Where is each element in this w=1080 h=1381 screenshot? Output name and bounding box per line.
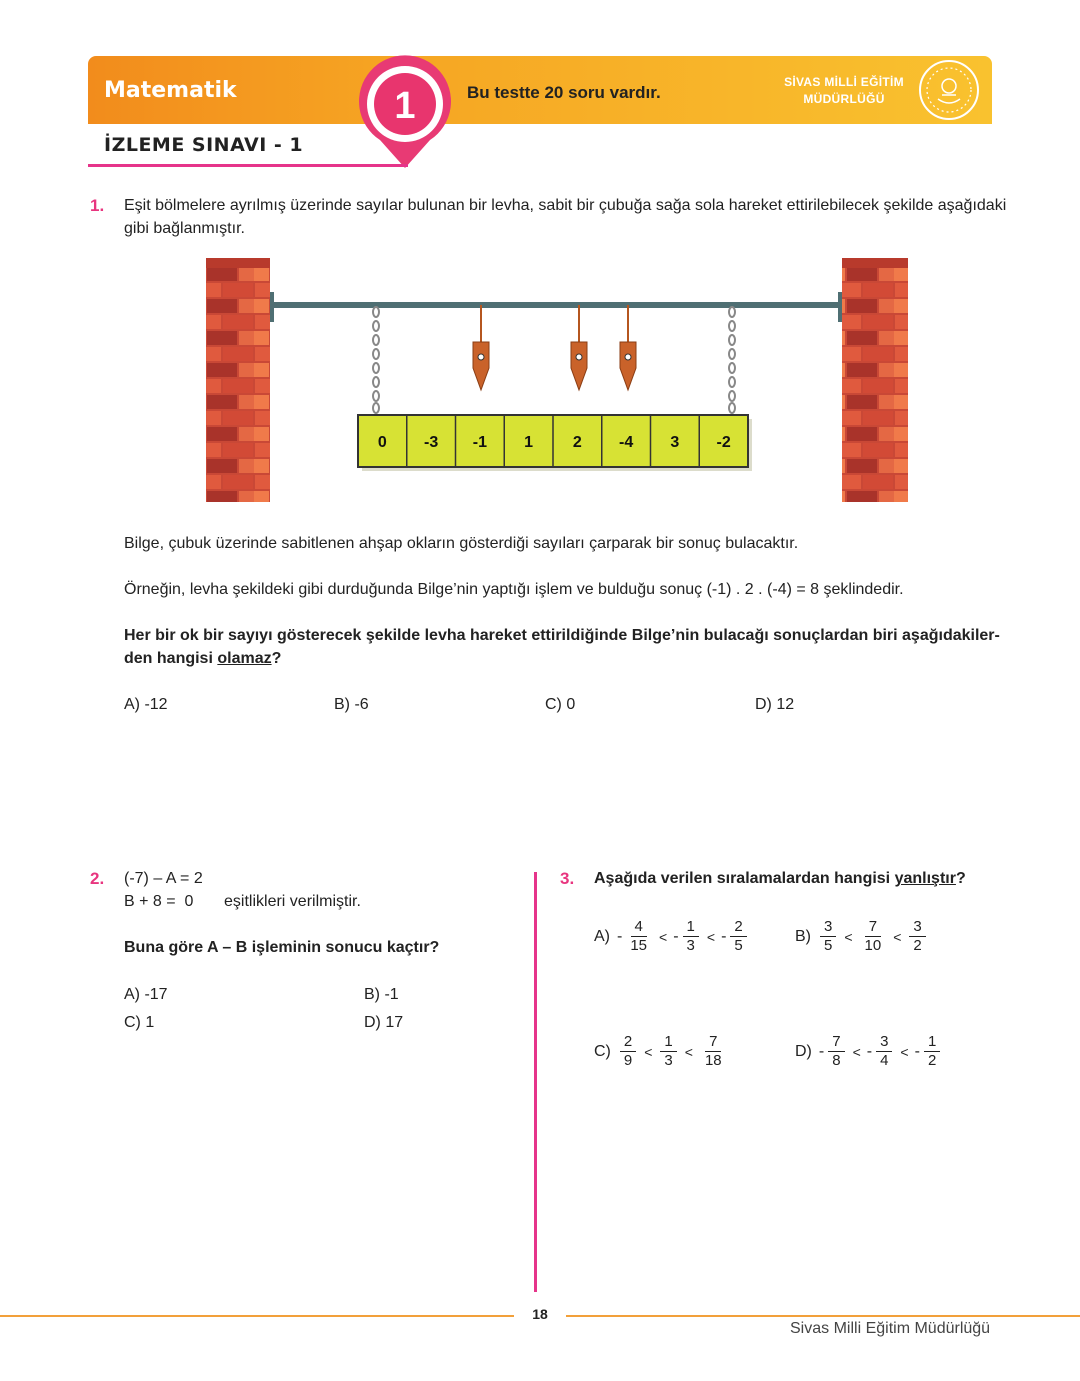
q1-question-line-1: Her bir ok bir sayıyı gösterecek şekilde levha hareket ettirildiğinde Bilge’nin bulacağı sonuçlardan biri aşağıdakiler- — [124, 627, 1000, 644]
board-cell-value: -1 — [472, 434, 487, 451]
denominator: 2 — [913, 937, 922, 954]
q2-option-d[interactable]: D) 17 — [364, 1014, 404, 1031]
ministry-seal-icon — [918, 59, 980, 121]
minus-sign: - — [914, 1042, 920, 1060]
ministry-line-2: MÜDÜRLÜĞÜ — [803, 92, 885, 106]
fraction — [828, 1033, 844, 1070]
numerator: 7 — [828, 1033, 844, 1052]
minus-sign: - — [866, 1042, 873, 1060]
denominator: 9 — [623, 1052, 633, 1069]
numerator: 1 — [683, 918, 699, 937]
numerator: 7 — [705, 1033, 721, 1052]
fraction — [909, 918, 925, 955]
q1-intro-line-1: Eşit bölmelere ayrılmış üzerinde sayılar bulunan bir levha, sabit bir çubuğa sağa sola hareket ettirilebilecek şekilde aşağıdaki — [124, 197, 1007, 214]
board-cell-value: -2 — [716, 434, 731, 451]
footer-line-right — [566, 1315, 1080, 1317]
q1-question-line-2 — [124, 647, 281, 670]
q1-question-post: ? — [271, 650, 282, 667]
title-underline — [88, 164, 408, 167]
q2-option-a[interactable]: A) -17 — [124, 986, 168, 1003]
q3-option-c-label: C) — [594, 1042, 611, 1060]
denominator: 5 — [734, 937, 743, 954]
fraction — [620, 1033, 636, 1070]
less-than-sign: < — [852, 1043, 861, 1060]
q2-equation-1: (-7) – A = 2 — [124, 870, 203, 887]
q1-text-1: Bilge, çubuk üzerinde sabitlenen ahşap okların gösterdiği sayıları çarparak bir sonuç bulacaktır. — [124, 535, 799, 552]
minus-sign: - — [721, 927, 727, 945]
q2-equation-note: eşitlikleri verilmiştir. — [224, 893, 361, 910]
board-cell-value: 3 — [670, 434, 680, 451]
question-2-number: 2. — [90, 869, 105, 888]
fraction — [861, 918, 886, 955]
denominator: 10 — [864, 937, 882, 954]
q1-intro-line-2: gibi bağlanmıştır. — [124, 220, 245, 237]
denominator: 2 — [927, 1052, 937, 1069]
footer-line-left — [0, 1315, 514, 1317]
denominator: 15 — [630, 937, 648, 954]
fraction — [924, 1033, 940, 1070]
hanging-board-figure — [190, 250, 920, 510]
q3-option-d[interactable] — [795, 1033, 943, 1070]
denominator: 18 — [704, 1052, 722, 1069]
q2-equation-2: B + 8 = 0 — [124, 893, 194, 910]
question-3-number: 3. — [560, 869, 575, 888]
page-number: 18 — [532, 1306, 548, 1322]
q3-question-post: ? — [955, 870, 966, 887]
numerator: 1 — [924, 1033, 940, 1052]
denominator: 3 — [664, 1052, 673, 1069]
wooden-arrow-2 — [571, 305, 587, 390]
ministry-name — [776, 74, 912, 108]
minus-sign: - — [617, 927, 623, 945]
fraction — [701, 1033, 726, 1070]
q1-question-underlined: olamaz — [217, 650, 272, 667]
footer-publisher: Sivas Milli Eğitim Müdürlüğü — [790, 1320, 991, 1337]
denominator: 5 — [824, 937, 833, 954]
q1-question-pre: den hangisi — [124, 650, 218, 667]
ministry-line-1: SİVAS MİLLİ EĞİTİM — [784, 75, 904, 89]
fraction — [876, 1033, 892, 1070]
fraction — [730, 918, 746, 955]
test-number-badge — [354, 52, 456, 172]
numerator: 2 — [730, 918, 746, 937]
fraction — [820, 918, 836, 955]
less-than-sign: < — [659, 928, 668, 945]
left-brick-wall — [206, 258, 270, 502]
numerator: 3 — [909, 918, 925, 937]
denominator: 3 — [686, 937, 695, 954]
fraction — [626, 918, 651, 955]
q3-question — [594, 867, 966, 890]
exam-title: İZLEME SINAVI - 1 — [104, 134, 304, 156]
right-chain — [729, 307, 735, 413]
minus-sign: - — [818, 1042, 825, 1060]
fraction — [660, 1033, 676, 1070]
q1-option-a[interactable]: A) -12 — [124, 696, 168, 713]
wooden-arrow-3 — [620, 305, 636, 390]
board-cell-value: 0 — [377, 434, 387, 451]
less-than-sign: < — [893, 928, 902, 945]
q2-question: Buna göre A – B işleminin sonucu kaçtır? — [124, 939, 440, 956]
q2-option-c[interactable]: C) 1 — [124, 1014, 155, 1031]
denominator: 4 — [880, 1052, 889, 1069]
q3-option-d-label: D) — [795, 1042, 812, 1060]
q3-option-c[interactable] — [594, 1033, 729, 1070]
subject-title: Matematik — [104, 78, 237, 103]
left-chain — [373, 307, 379, 413]
question-1-number: 1. — [90, 196, 105, 215]
less-than-sign: < — [844, 928, 853, 945]
q3-question-underlined: yanlıştır — [894, 870, 956, 887]
q3-option-b-label: B) — [795, 927, 811, 945]
badge-number: 1 — [394, 85, 416, 127]
fixed-rod — [270, 302, 842, 308]
q1-option-d[interactable]: D) 12 — [755, 696, 795, 713]
q3-question-pre: Aşağıda verilen sıralamalardan hangisi — [594, 870, 895, 887]
fraction — [683, 918, 699, 955]
board-cell-value: 1 — [524, 434, 534, 451]
q3-option-a-label: A) — [594, 927, 610, 945]
minus-sign: - — [673, 927, 679, 945]
q1-option-b[interactable]: B) -6 — [334, 696, 369, 713]
board-cell-value: -4 — [619, 434, 634, 451]
less-than-sign: < — [644, 1043, 653, 1060]
right-brick-wall — [842, 258, 908, 502]
numerator: 3 — [876, 1033, 892, 1052]
q2-option-b[interactable]: B) -1 — [364, 986, 399, 1003]
q1-text-2: Örneğin, levha şekildeki gibi durduğunda Bilge’nin yaptığı işlem ve bulduğu sonuç (-1) . 2 . (-4) = 8 şeklindedir. — [124, 581, 904, 598]
numerator: 2 — [620, 1033, 636, 1052]
q1-option-c[interactable]: C) 0 — [545, 696, 576, 713]
numerator: 3 — [820, 918, 836, 937]
q3-option-a[interactable] — [594, 918, 750, 955]
column-divider — [534, 872, 537, 1292]
board-cell-value: -3 — [424, 434, 439, 451]
less-than-sign: < — [706, 928, 716, 945]
numerator: 1 — [660, 1033, 676, 1052]
q3-option-b[interactable] — [795, 918, 929, 955]
less-than-sign: < — [684, 1043, 693, 1060]
numerator: 7 — [865, 918, 881, 937]
wooden-arrow-1 — [473, 305, 489, 390]
board-cell-value: 2 — [572, 434, 582, 451]
test-note: Bu testte 20 soru vardır. — [467, 83, 661, 102]
denominator: 8 — [832, 1052, 841, 1069]
less-than-sign: < — [900, 1043, 909, 1060]
numerator: 4 — [631, 918, 647, 937]
